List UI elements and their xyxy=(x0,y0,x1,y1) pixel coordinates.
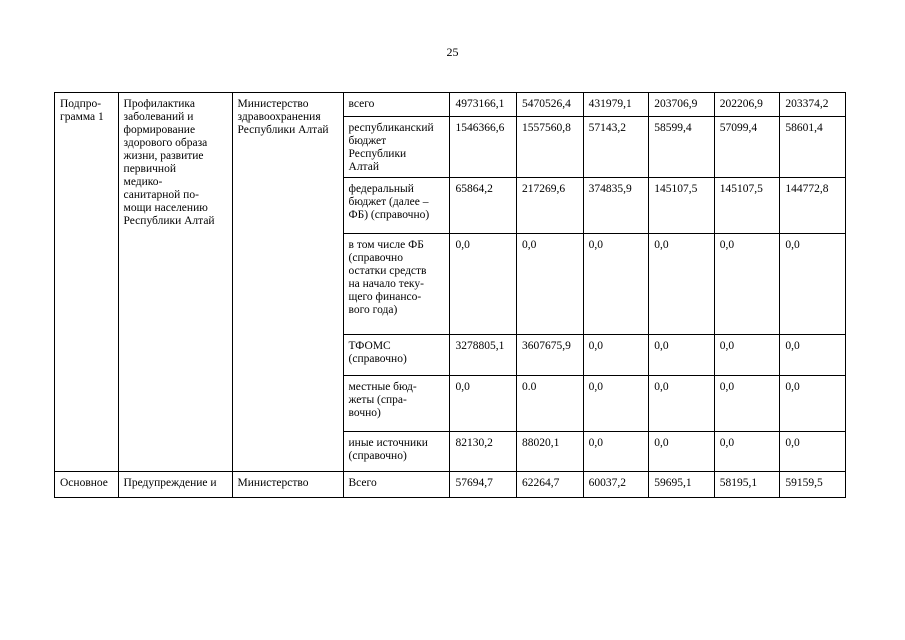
value-cell: 57099,4 xyxy=(714,117,780,178)
measure-name-cell: Профилактика заболеваний и формирование здорового образа жизни, развитие первичной медико- санитарной по- мощи населению Республики Алтай xyxy=(118,93,232,472)
value-cell: 59159,5 xyxy=(780,472,846,498)
value-cell: 0,0 xyxy=(714,376,780,432)
value-cell: 65864,2 xyxy=(450,178,517,234)
value-cell: 202206,9 xyxy=(714,93,780,117)
value-cell: 0,0 xyxy=(714,234,780,335)
value-cell: 62264,7 xyxy=(517,472,584,498)
value-cell: 57143,2 xyxy=(583,117,649,178)
funding-source-cell: республиканский бюджет Республики Алтай xyxy=(343,117,450,178)
value-cell: 0,0 xyxy=(780,432,846,472)
value-cell: 0.0 xyxy=(517,376,584,432)
value-cell: 4973166,1 xyxy=(450,93,517,117)
value-cell: 0,0 xyxy=(780,376,846,432)
value-cell: 59695,1 xyxy=(649,472,715,498)
value-cell: 0,0 xyxy=(583,335,649,376)
funding-source-cell: местные бюд- жеты (спра- вочно) xyxy=(343,376,450,432)
value-cell: 0,0 xyxy=(714,335,780,376)
funding-source-cell: иные источники (справочно) xyxy=(343,432,450,472)
value-cell: 0,0 xyxy=(450,234,517,335)
executor-cell: Министерство здравоохранения Республики Алтай xyxy=(232,93,343,472)
value-cell: 0,0 xyxy=(649,234,715,335)
value-cell: 0,0 xyxy=(649,335,715,376)
program-cell: Основное xyxy=(55,472,119,498)
value-cell: 145107,5 xyxy=(714,178,780,234)
funding-source-cell: Всего xyxy=(343,472,450,498)
value-cell: 144772,8 xyxy=(780,178,846,234)
value-cell: 374835,9 xyxy=(583,178,649,234)
measure-name-cell: Предупреждение и xyxy=(118,472,232,498)
value-cell: 0,0 xyxy=(583,234,649,335)
value-cell: 0,0 xyxy=(583,376,649,432)
value-cell: 0,0 xyxy=(714,432,780,472)
value-cell: 3278805,1 xyxy=(450,335,517,376)
value-cell: 58601,4 xyxy=(780,117,846,178)
funding-source-cell: в том числе ФБ (справочно остатки средств на начало теку- щего финансо- вого года) xyxy=(343,234,450,335)
value-cell: 145107,5 xyxy=(649,178,715,234)
value-cell: 0,0 xyxy=(649,432,715,472)
value-cell: 0,0 xyxy=(649,376,715,432)
value-cell: 58195,1 xyxy=(714,472,780,498)
value-cell: 1557560,8 xyxy=(517,117,584,178)
value-cell: 0,0 xyxy=(780,335,846,376)
funding-source-cell: федеральный бюджет (далее – ФБ) (справочно) xyxy=(343,178,450,234)
value-cell: 60037,2 xyxy=(583,472,649,498)
value-cell: 3607675,9 xyxy=(517,335,584,376)
value-cell: 0,0 xyxy=(517,234,584,335)
value-cell: 5470526,4 xyxy=(517,93,584,117)
value-cell: 431979,1 xyxy=(583,93,649,117)
value-cell: 88020,1 xyxy=(517,432,584,472)
page-number: 25 xyxy=(446,45,459,59)
value-cell: 203706,9 xyxy=(649,93,715,117)
table-row xyxy=(55,93,846,117)
value-cell: 0,0 xyxy=(583,432,649,472)
budget-table xyxy=(54,92,846,498)
program-cell: Подпро- грамма 1 xyxy=(55,93,119,472)
value-cell: 0,0 xyxy=(780,234,846,335)
value-cell: 0,0 xyxy=(450,376,517,432)
funding-source-cell: ТФОМС (справочно) xyxy=(343,335,450,376)
value-cell: 217269,6 xyxy=(517,178,584,234)
value-cell: 1546366,6 xyxy=(450,117,517,178)
table-body xyxy=(55,93,846,498)
value-cell: 57694,7 xyxy=(450,472,517,498)
value-cell: 82130,2 xyxy=(450,432,517,472)
value-cell: 58599,4 xyxy=(649,117,715,178)
table-row xyxy=(55,472,846,498)
executor-cell: Министерство xyxy=(232,472,343,498)
funding-source-cell: всего xyxy=(343,93,450,117)
value-cell: 203374,2 xyxy=(780,93,846,117)
